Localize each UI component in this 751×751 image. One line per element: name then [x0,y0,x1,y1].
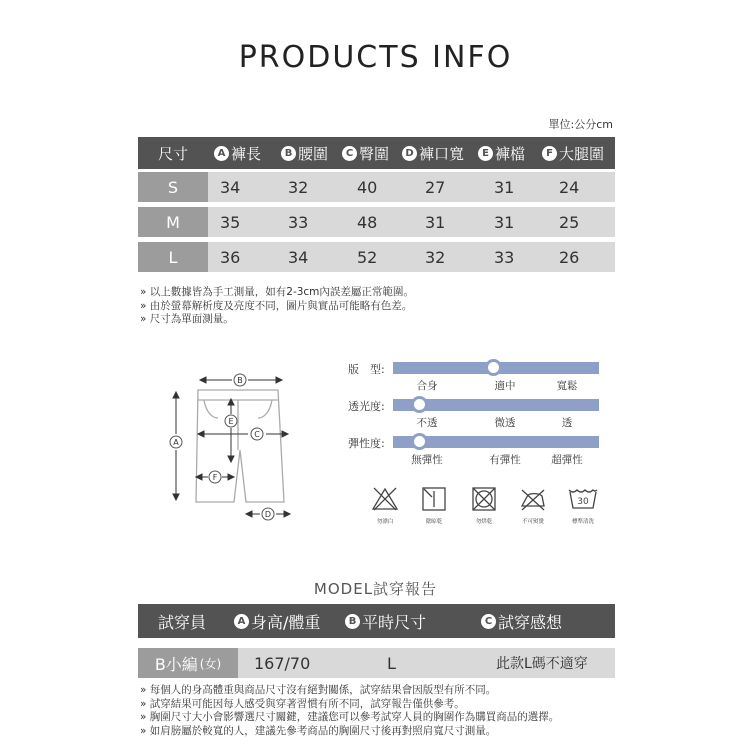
note-line: » 由於螢幕解析度及亮度不同，圖片與實品可能略有色差。 [140,299,413,312]
badge-a: A [214,146,229,161]
care-label: 勿烘乾 [475,519,493,525]
scale-tick: 有彈性 [489,454,521,466]
badge-c: C [342,146,357,161]
header-waist [281,137,328,169]
scale-tick: 適中 [494,380,516,392]
badge-f: F [542,146,557,161]
diagram-label-a: A [173,438,179,447]
cell-waist: 33 [288,212,309,232]
header-height-weight [234,604,320,638]
note-line: » 以上數據皆為手工測量，如有2-3cm內誤差屬正常範圍。 [140,286,414,298]
cell-waist: 34 [288,247,309,267]
scale-tick: 微透 [494,417,516,429]
header-rise-label: 褲檔 [495,144,526,163]
cell-rise: 31 [494,212,515,232]
cell-length: 34 [220,177,241,197]
scale-tick: 超彈性 [551,454,583,466]
header-hem-label: 褲口寬 [419,144,465,163]
care-label: 陰晾乾 [425,519,443,525]
cell-waist: 32 [288,177,309,197]
tester-gender: (女) [199,656,222,671]
care-no-tumble-dry [460,486,508,525]
header-feedback [481,604,562,638]
row-size: M [138,207,208,237]
scale-tick: 寬鬆 [556,380,578,392]
care-label: 不可熨燙 [521,519,544,525]
measurement-notes [140,286,414,327]
badge-c: C [481,614,496,629]
row-size: S [138,172,208,202]
note-line: » 試穿結果可能因每人感受與穿著習慣有所不同，試穿報告僅供參考。 [140,697,465,710]
header-usual-size [345,604,426,638]
header-thigh-label: 大腿圍 [559,144,605,163]
model-table-header [138,604,615,638]
cell-rise: 31 [494,177,515,197]
cell-hem: 32 [425,247,446,267]
care-wash-30 [559,486,607,525]
header-feedback-label: 試穿感想 [498,612,563,632]
no-bleach-icon [371,486,399,512]
scale-knob [411,433,428,450]
header-size: 尺寸 [157,144,188,163]
header-length-label: 褲長 [231,144,262,163]
note-line: » 胸圍尺寸大小會影響選尺寸關鍵，建議您可以參考試穿人員的胸圍作為購買商品的選擇。 [140,711,560,723]
table-row [138,172,615,202]
diagram-label-d: D [264,510,272,519]
tester-name-label: B小編 [154,654,198,674]
no-iron-icon [519,486,547,512]
scale-knob [411,396,428,413]
cell-thigh: 25 [559,212,580,232]
care-label: 勿漂白 [376,519,394,525]
table-row [138,242,615,272]
tester-name [138,648,238,678]
badge-b: B [345,614,360,629]
note-line: » 如肩膀屬於較寬的人，建議先參考商品的胸圍尺寸後再對照肩寬尺寸測量。 [140,724,497,737]
header-length [214,137,261,169]
wash-30-icon [567,486,599,512]
scale-tick: 無彈性 [411,454,443,466]
diagram-label-f: F [212,473,218,482]
care-shade-dry [410,486,458,525]
model-notes [140,684,559,738]
model-report-title: MODEL試穿報告 [313,580,438,598]
care-no-bleach [361,486,409,525]
unit-label: 單位:公分cm [548,118,613,131]
table-row [138,207,615,237]
header-waist-label: 腰圍 [298,144,329,163]
cell-hem: 31 [425,212,446,232]
badge-b: B [281,146,296,161]
scale-label: 透光度: [348,400,385,413]
header-tester: 試穿員 [158,612,207,632]
cell-length: 35 [220,212,241,232]
scale-label: 彈性度: [348,437,385,450]
scale-tick: 透 [561,417,573,429]
cell-thigh: 26 [559,247,580,267]
cell-length: 36 [220,247,241,267]
no-tumble-dry-icon [470,486,498,512]
care-label: 標準清洗 [571,519,594,525]
scale-tick: 不透 [416,417,438,429]
cell-hip: 48 [357,212,378,232]
table-row [138,648,615,678]
cell-hip: 40 [357,177,378,197]
shorts-measurement-diagram [160,370,300,530]
tester-usual-size: L [387,653,396,673]
scale-label: 版 型: [348,363,385,376]
badge-e: E [478,146,493,161]
header-rise [478,137,525,169]
scale-knob [485,359,502,376]
tester-height-weight: 167/70 [254,653,311,673]
page-title: PRODUCTS INFO [238,40,513,75]
cell-thigh: 24 [559,177,580,197]
header-height-weight-label: 身高/體重 [251,612,321,632]
cell-rise: 33 [494,247,515,267]
care-no-iron [509,486,557,525]
badge-a: A [234,614,249,629]
diagram-label-c: C [254,430,260,439]
size-table-header [138,137,615,169]
wash-temp: 30 [577,497,589,507]
header-usual-size-label: 平時尺寸 [362,612,427,632]
shade-dry-icon [420,486,448,512]
diagram-label-b: B [237,376,243,385]
scale-tick: 合身 [416,380,438,392]
header-thigh [542,137,604,169]
header-hip-label: 臀圍 [359,144,390,163]
diagram-label-e: E [228,417,234,426]
shorts-outline-icon [160,370,300,530]
cell-hip: 52 [357,247,378,267]
header-hem [402,137,464,169]
row-size: L [138,242,208,272]
header-hip [342,137,389,169]
cell-hem: 27 [425,177,446,197]
note-line: » 尺寸為單面測量。 [140,313,234,325]
note-line: » 每個人的身高體重與商品尺寸沒有絕對關係，試穿結果會因版型有所不同。 [140,684,497,696]
tester-feedback: 此款L碼不適穿 [496,656,588,672]
badge-d: D [402,146,417,161]
